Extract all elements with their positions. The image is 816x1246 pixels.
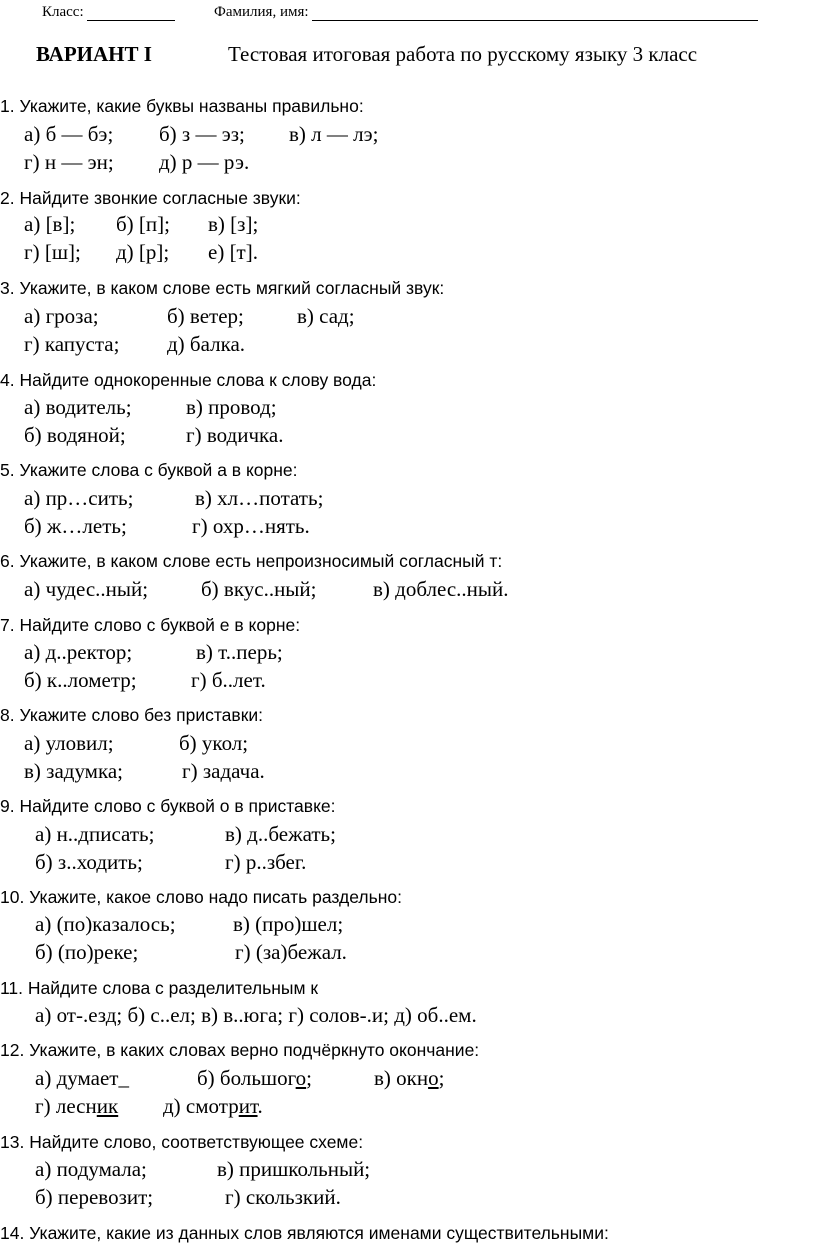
answer-option: а) водитель;	[24, 395, 132, 419]
answer-option: в) [з];	[208, 212, 259, 236]
q7-answers-line-1	[24, 640, 283, 665]
q3-answers-line-2	[24, 332, 245, 357]
answer-option: а) д..ректор;	[24, 640, 133, 664]
answer-option: б) з..ходить;	[35, 850, 143, 874]
question-4	[0, 370, 376, 391]
question-14	[0, 1223, 609, 1244]
answer-option: б) вкус..ный;	[201, 577, 317, 601]
q6-answers-line-1	[24, 577, 509, 602]
answer-option: в) т..перь;	[196, 640, 283, 664]
answer-option: в) сад;	[297, 304, 355, 328]
q13-answers-line-1	[35, 1157, 370, 1182]
question-number: 14.	[0, 1223, 25, 1243]
question-10	[0, 887, 402, 908]
q5-answers-line-1	[24, 486, 323, 511]
question-number: 1.	[0, 96, 15, 116]
question-9	[0, 796, 336, 817]
question-13	[0, 1132, 363, 1153]
question-text: Найдите слово, соответствующее схеме:	[29, 1132, 364, 1152]
answer-option: в) д..бежать;	[225, 822, 336, 846]
question-number: 3.	[0, 278, 15, 298]
underlined-ending: ик	[96, 1094, 119, 1118]
question-number: 10.	[0, 887, 25, 907]
underlined-ending: о	[295, 1066, 307, 1090]
question-6	[0, 551, 502, 572]
answer-option: а) думает_	[35, 1066, 129, 1090]
question-2	[0, 188, 301, 209]
question-text: Найдите слова с разделительным к	[27, 978, 318, 998]
answer-option: а) б — бэ;	[24, 122, 114, 146]
answer-option: б) з — эз;	[159, 122, 245, 146]
answer-option: г) водичка.	[186, 423, 284, 447]
class-field	[42, 4, 175, 21]
answer-option: г) (за)бежал.	[235, 940, 347, 964]
question-number: 13.	[0, 1132, 25, 1152]
answer-option: а) [в];	[24, 212, 76, 236]
answer-option: г) б..лет.	[191, 668, 266, 692]
question-number: 6.	[0, 551, 15, 571]
answer-option: г) н — эн;	[24, 150, 114, 174]
answer-option: г) задача.	[182, 759, 265, 783]
underlined-ending: о	[428, 1066, 439, 1090]
question-text: Найдите однокоренные слова к слову вода:	[19, 370, 377, 390]
answer-option: б) ветер;	[167, 304, 244, 328]
answer-option: г) лесник	[35, 1094, 119, 1118]
variant-title: ВАРИАНТ I	[36, 42, 152, 66]
question-number: 8.	[0, 705, 15, 725]
answer-option: б) большого;	[197, 1066, 312, 1090]
question-text: Укажите, в каком слове есть непроизносимый согласный т:	[19, 551, 503, 571]
class-label: Класс:	[42, 4, 84, 20]
answer-option: в) пришкольный;	[217, 1157, 371, 1181]
answer-option: а) от-.езд; б) с..ел; в) в..юга; г) солов-.и; д) об..ем.	[35, 1003, 477, 1027]
answer-option: д) [р];	[116, 240, 170, 264]
underlined-ending: ит	[238, 1094, 258, 1118]
question-5	[0, 460, 298, 481]
question-3	[0, 278, 444, 299]
answer-option: б) ж…леть;	[24, 514, 127, 538]
question-text: Укажите, какие буквы названы правильно:	[19, 96, 364, 116]
answer-option: а) (по)казалось;	[35, 912, 176, 936]
q5-answers-line-2	[24, 514, 310, 539]
answer-option: в) доблес..ный.	[373, 577, 509, 601]
q11-answers-line-1	[35, 1003, 477, 1028]
answer-option: г) [ш];	[24, 240, 81, 264]
question-text: Найдите звонкие согласные звуки:	[19, 188, 301, 208]
test-title: Тестовая итоговая работа по русскому языку 3 класс	[228, 42, 698, 66]
answer-option: а) чудес..ный;	[24, 577, 149, 601]
answer-option: б) перевозит;	[35, 1185, 154, 1209]
answer-option: а) н..дписать;	[35, 822, 155, 846]
q12-answers-line-2	[35, 1094, 263, 1119]
answer-option: б) водяной;	[24, 423, 126, 447]
question-7	[0, 615, 300, 636]
answer-option: а) гроза;	[24, 304, 99, 328]
q9-answers-line-1	[35, 822, 336, 847]
question-text: Укажите, какое слово надо писать раздельно:	[29, 887, 403, 907]
answer-option: б) укол;	[179, 731, 249, 755]
q8-answers-line-1	[24, 731, 248, 756]
name-label: Фамилия, имя:	[214, 4, 309, 20]
question-text: Найдите слово с буквой е в корне:	[19, 615, 301, 635]
q10-answers-line-1	[35, 912, 343, 937]
question-11	[0, 978, 318, 999]
q9-answers-line-2	[35, 850, 306, 875]
answer-option: в) задумка;	[24, 759, 124, 783]
question-number: 11.	[0, 978, 24, 998]
answer-option: в) провод;	[186, 395, 277, 419]
answer-option: е) [т].	[208, 240, 258, 264]
q4-answers-line-2	[24, 423, 283, 448]
question-number: 5.	[0, 460, 15, 480]
question-1	[0, 96, 364, 117]
answer-option: г) скользкий.	[225, 1185, 341, 1209]
question-text: Укажите, в каких словах верно подчёркнуто окончание:	[29, 1040, 480, 1060]
answer-option: а) подумала;	[35, 1157, 147, 1181]
q2-answers-line-1	[24, 212, 258, 237]
question-8	[0, 705, 263, 726]
question-text: Укажите слово без приставки:	[19, 705, 264, 725]
q7-answers-line-2	[24, 668, 266, 693]
answer-option: б) к..лометр;	[24, 668, 137, 692]
q8-answers-line-2	[24, 759, 265, 784]
answer-option: д) смотрит.	[163, 1094, 263, 1118]
question-text: Найдите слово с буквой о в приставке:	[19, 796, 336, 816]
question-12	[0, 1040, 479, 1061]
answer-option: г) охр…нять.	[192, 514, 310, 538]
question-number: 2.	[0, 188, 15, 208]
q2-answers-line-2	[24, 240, 258, 265]
question-text: Укажите слова с буквой а в корне:	[19, 460, 298, 480]
answer-option: б) (по)реке;	[35, 940, 139, 964]
answer-option: а) уловил;	[24, 731, 114, 755]
question-number: 9.	[0, 796, 15, 816]
answer-option: в) л — лэ;	[289, 122, 379, 146]
answer-option: д) балка.	[167, 332, 246, 356]
answer-option: г) р..збег.	[225, 850, 307, 874]
q13-answers-line-2	[35, 1185, 341, 1210]
q3-answers-line-1	[24, 304, 355, 329]
q10-answers-line-2	[35, 940, 347, 965]
answer-option: б) [п];	[116, 212, 170, 236]
q4-answers-line-1	[24, 395, 277, 420]
answer-option: в) (про)шел;	[233, 912, 344, 936]
answer-option: д) р — рэ.	[159, 150, 250, 174]
answer-option: в) окно;	[374, 1066, 445, 1090]
question-text: Укажите, какие из данных слов являются именами существительными:	[29, 1223, 609, 1243]
q12-answers-line-1	[35, 1066, 444, 1091]
name-field	[214, 4, 758, 21]
q1-answers-line-1	[24, 122, 378, 147]
answer-option: г) капуста;	[24, 332, 120, 356]
answer-option: а) пр…сить;	[24, 486, 134, 510]
question-number: 4.	[0, 370, 15, 390]
name-input-line[interactable]	[312, 6, 758, 21]
question-number: 7.	[0, 615, 15, 635]
class-input-line[interactable]	[87, 6, 175, 21]
q1-answers-line-2	[24, 150, 249, 175]
question-number: 12.	[0, 1040, 25, 1060]
question-text: Укажите, в каком слове есть мягкий согласный звук:	[19, 278, 445, 298]
answer-option: в) хл…потать;	[195, 486, 324, 510]
